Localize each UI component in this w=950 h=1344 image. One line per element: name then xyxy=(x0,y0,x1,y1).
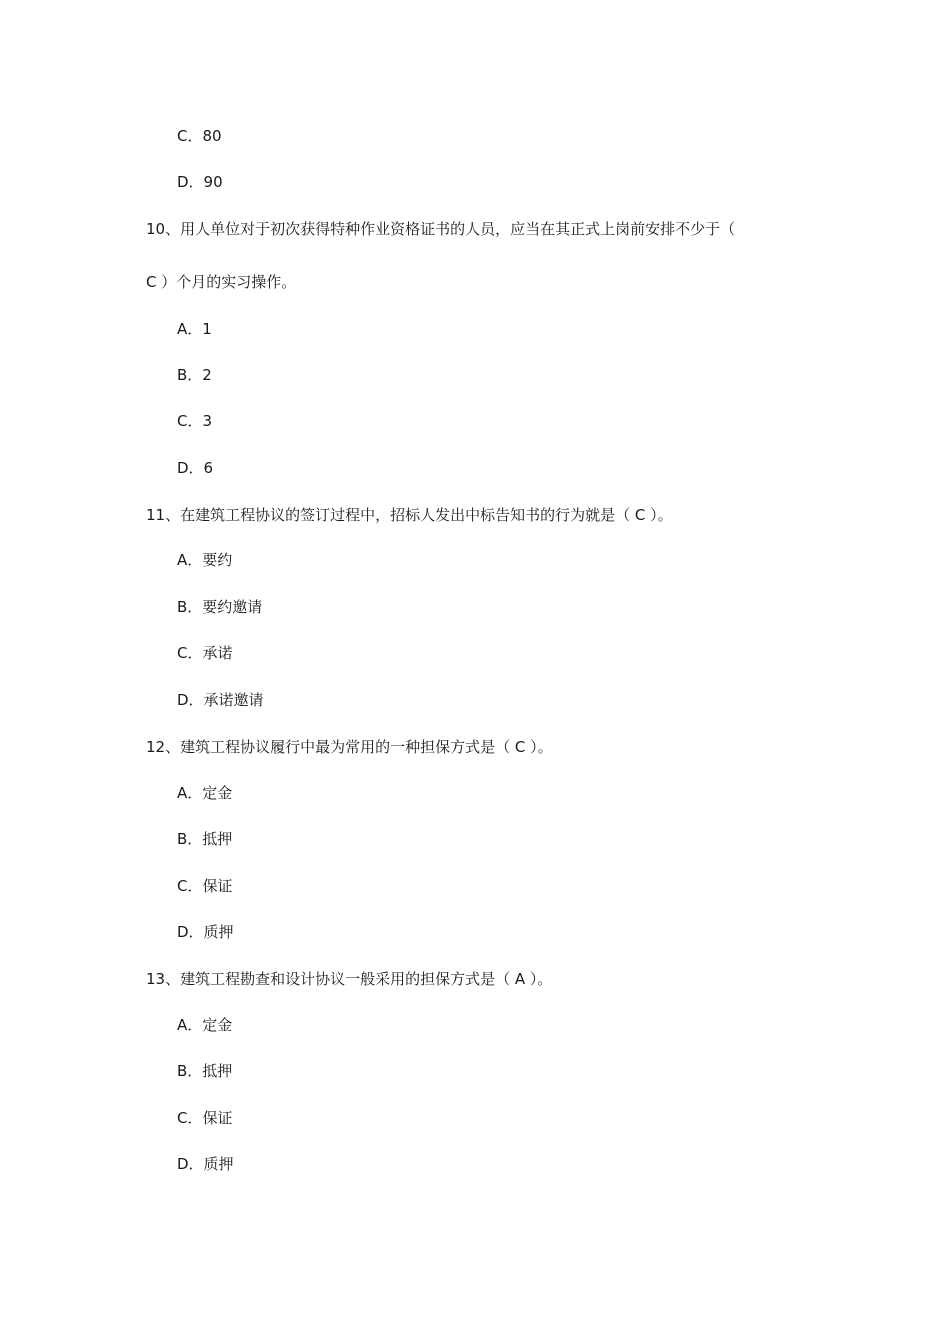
q11-option-a: A．要约 xyxy=(177,551,233,569)
q12-option-d: D．质押 xyxy=(177,923,234,941)
q10-option-d: D．6 xyxy=(177,459,214,477)
q10-question-continued: C ）个月的实习操作。 xyxy=(146,273,297,291)
q10-option-a: A．1 xyxy=(177,320,212,338)
q12-option-a: A．定金 xyxy=(177,784,233,802)
q12-option-c: C．保证 xyxy=(177,877,233,895)
q11-option-c: C．承诺 xyxy=(177,644,233,662)
q9-option-c: C．80 xyxy=(177,127,222,145)
q11-option-d: D．承诺邀请 xyxy=(177,691,264,709)
q10-option-c: C．3 xyxy=(177,412,213,430)
q11-question: 11、在建筑工程协议的签订过程中，招标人发出中标告知书的行为就是（ C ）。 xyxy=(146,506,673,524)
q10-option-b: B．2 xyxy=(177,366,212,384)
q13-option-d: D．质押 xyxy=(177,1155,234,1173)
q13-option-c: C．保证 xyxy=(177,1109,233,1127)
q10-question: 10、用人单位对于初次获得特种作业资格证书的人员，应当在其正式上岗前安排不少于（ xyxy=(146,220,736,238)
q9-option-d: D．90 xyxy=(177,173,223,191)
q12-option-b: B．抵押 xyxy=(177,830,233,848)
q13-question: 13、建筑工程勘查和设计协议一般采用的担保方式是（ A ）。 xyxy=(146,970,553,988)
q13-option-a: A．定金 xyxy=(177,1016,233,1034)
q13-option-b: B．抵押 xyxy=(177,1062,233,1080)
q12-question: 12、建筑工程协议履行中最为常用的一种担保方式是（ C ）。 xyxy=(146,738,553,756)
q11-option-b: B．要约邀请 xyxy=(177,598,263,616)
